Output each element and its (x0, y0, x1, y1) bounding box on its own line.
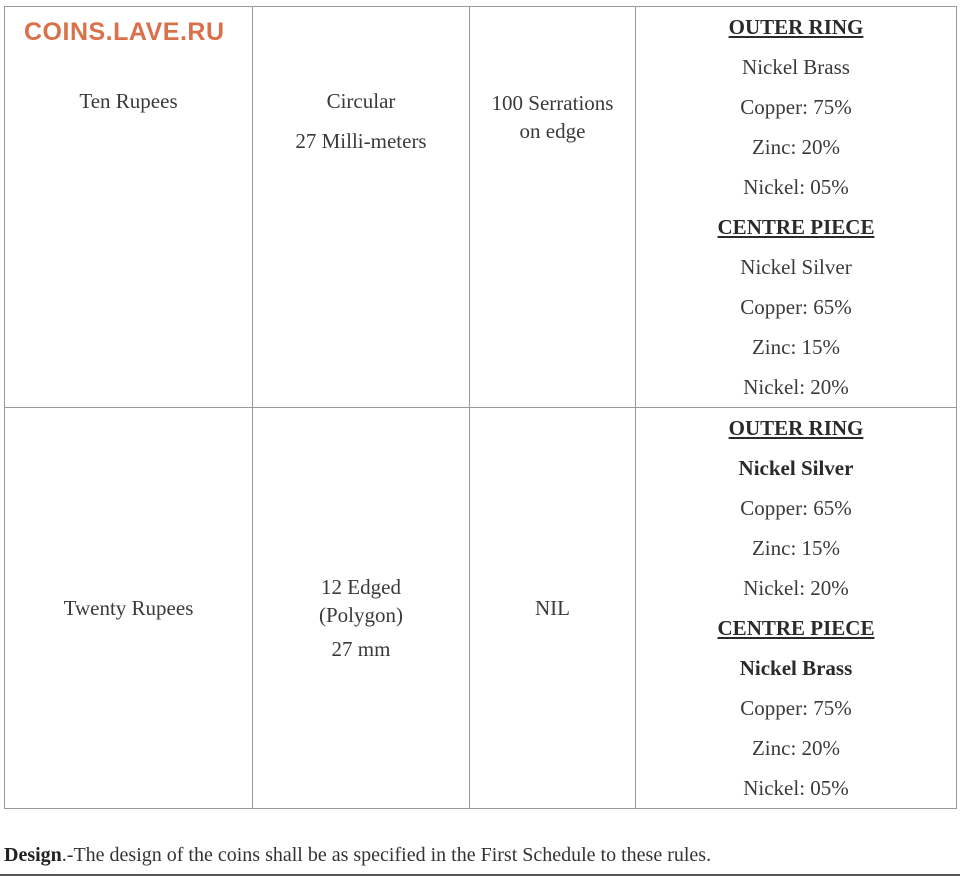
composition-line: Nickel: 20% (743, 576, 849, 600)
table-row (5, 408, 957, 809)
composition-line: Copper: 75% (740, 696, 852, 720)
denomination-label: Twenty Rupees (63, 596, 194, 620)
table-row (5, 7, 957, 408)
outer-alloy: Nickel Brass (742, 55, 850, 79)
outer-ring-heading: OUTER RING (728, 15, 864, 39)
composition-line: Nickel: 20% (743, 375, 849, 399)
size-line: 27 mm (331, 637, 391, 661)
composition-line: Nickel: 05% (743, 175, 849, 199)
composition-line: Copper: 65% (740, 496, 852, 520)
outer-ring-heading: OUTER RING (728, 416, 864, 440)
composition-line: Zinc: 20% (751, 135, 841, 159)
composition-line: Nickel: 05% (743, 776, 849, 800)
metal-composition-cell (636, 7, 957, 408)
size-line: 27 Milli-meters (295, 129, 427, 153)
centre-alloy: Nickel Brass (739, 656, 853, 680)
edge-cell (470, 408, 636, 809)
shape-line: 12 Edged (321, 575, 401, 599)
design-label: Design (4, 844, 62, 866)
shape-size-cell (253, 7, 470, 408)
metal-composition-cell (636, 408, 957, 809)
edge-line: NIL (535, 596, 570, 620)
composition-line: Zinc: 15% (751, 335, 841, 359)
coin-specification-table (4, 6, 957, 809)
edge-line: on edge (519, 119, 586, 143)
shape-line: Circular (326, 89, 396, 113)
composition-line: Copper: 75% (740, 95, 852, 119)
centre-piece-heading: CENTRE PIECE (717, 215, 875, 239)
denomination-cell (5, 408, 253, 809)
edge-line: 100 Serrations (491, 91, 614, 115)
centre-alloy: Nickel Silver (740, 255, 852, 279)
shape-line: (Polygon) (319, 603, 403, 627)
centre-piece-heading: CENTRE PIECE (717, 616, 875, 640)
watermark-logo: COINS.LAVE.RU (24, 18, 225, 46)
denomination-cell (5, 7, 253, 408)
outer-alloy: Nickel Silver (738, 456, 854, 480)
edge-cell (470, 7, 636, 408)
shape-size-cell (253, 408, 470, 809)
composition-line: Copper: 65% (740, 295, 852, 319)
design-text: .-The design of the coins shall be as specified in the First Schedule to these rules. (61, 844, 712, 866)
composition-line: Zinc: 20% (751, 736, 841, 760)
design-paragraph (4, 844, 711, 867)
composition-line: Zinc: 15% (751, 536, 841, 560)
denomination-label: Ten Rupees (79, 89, 178, 113)
